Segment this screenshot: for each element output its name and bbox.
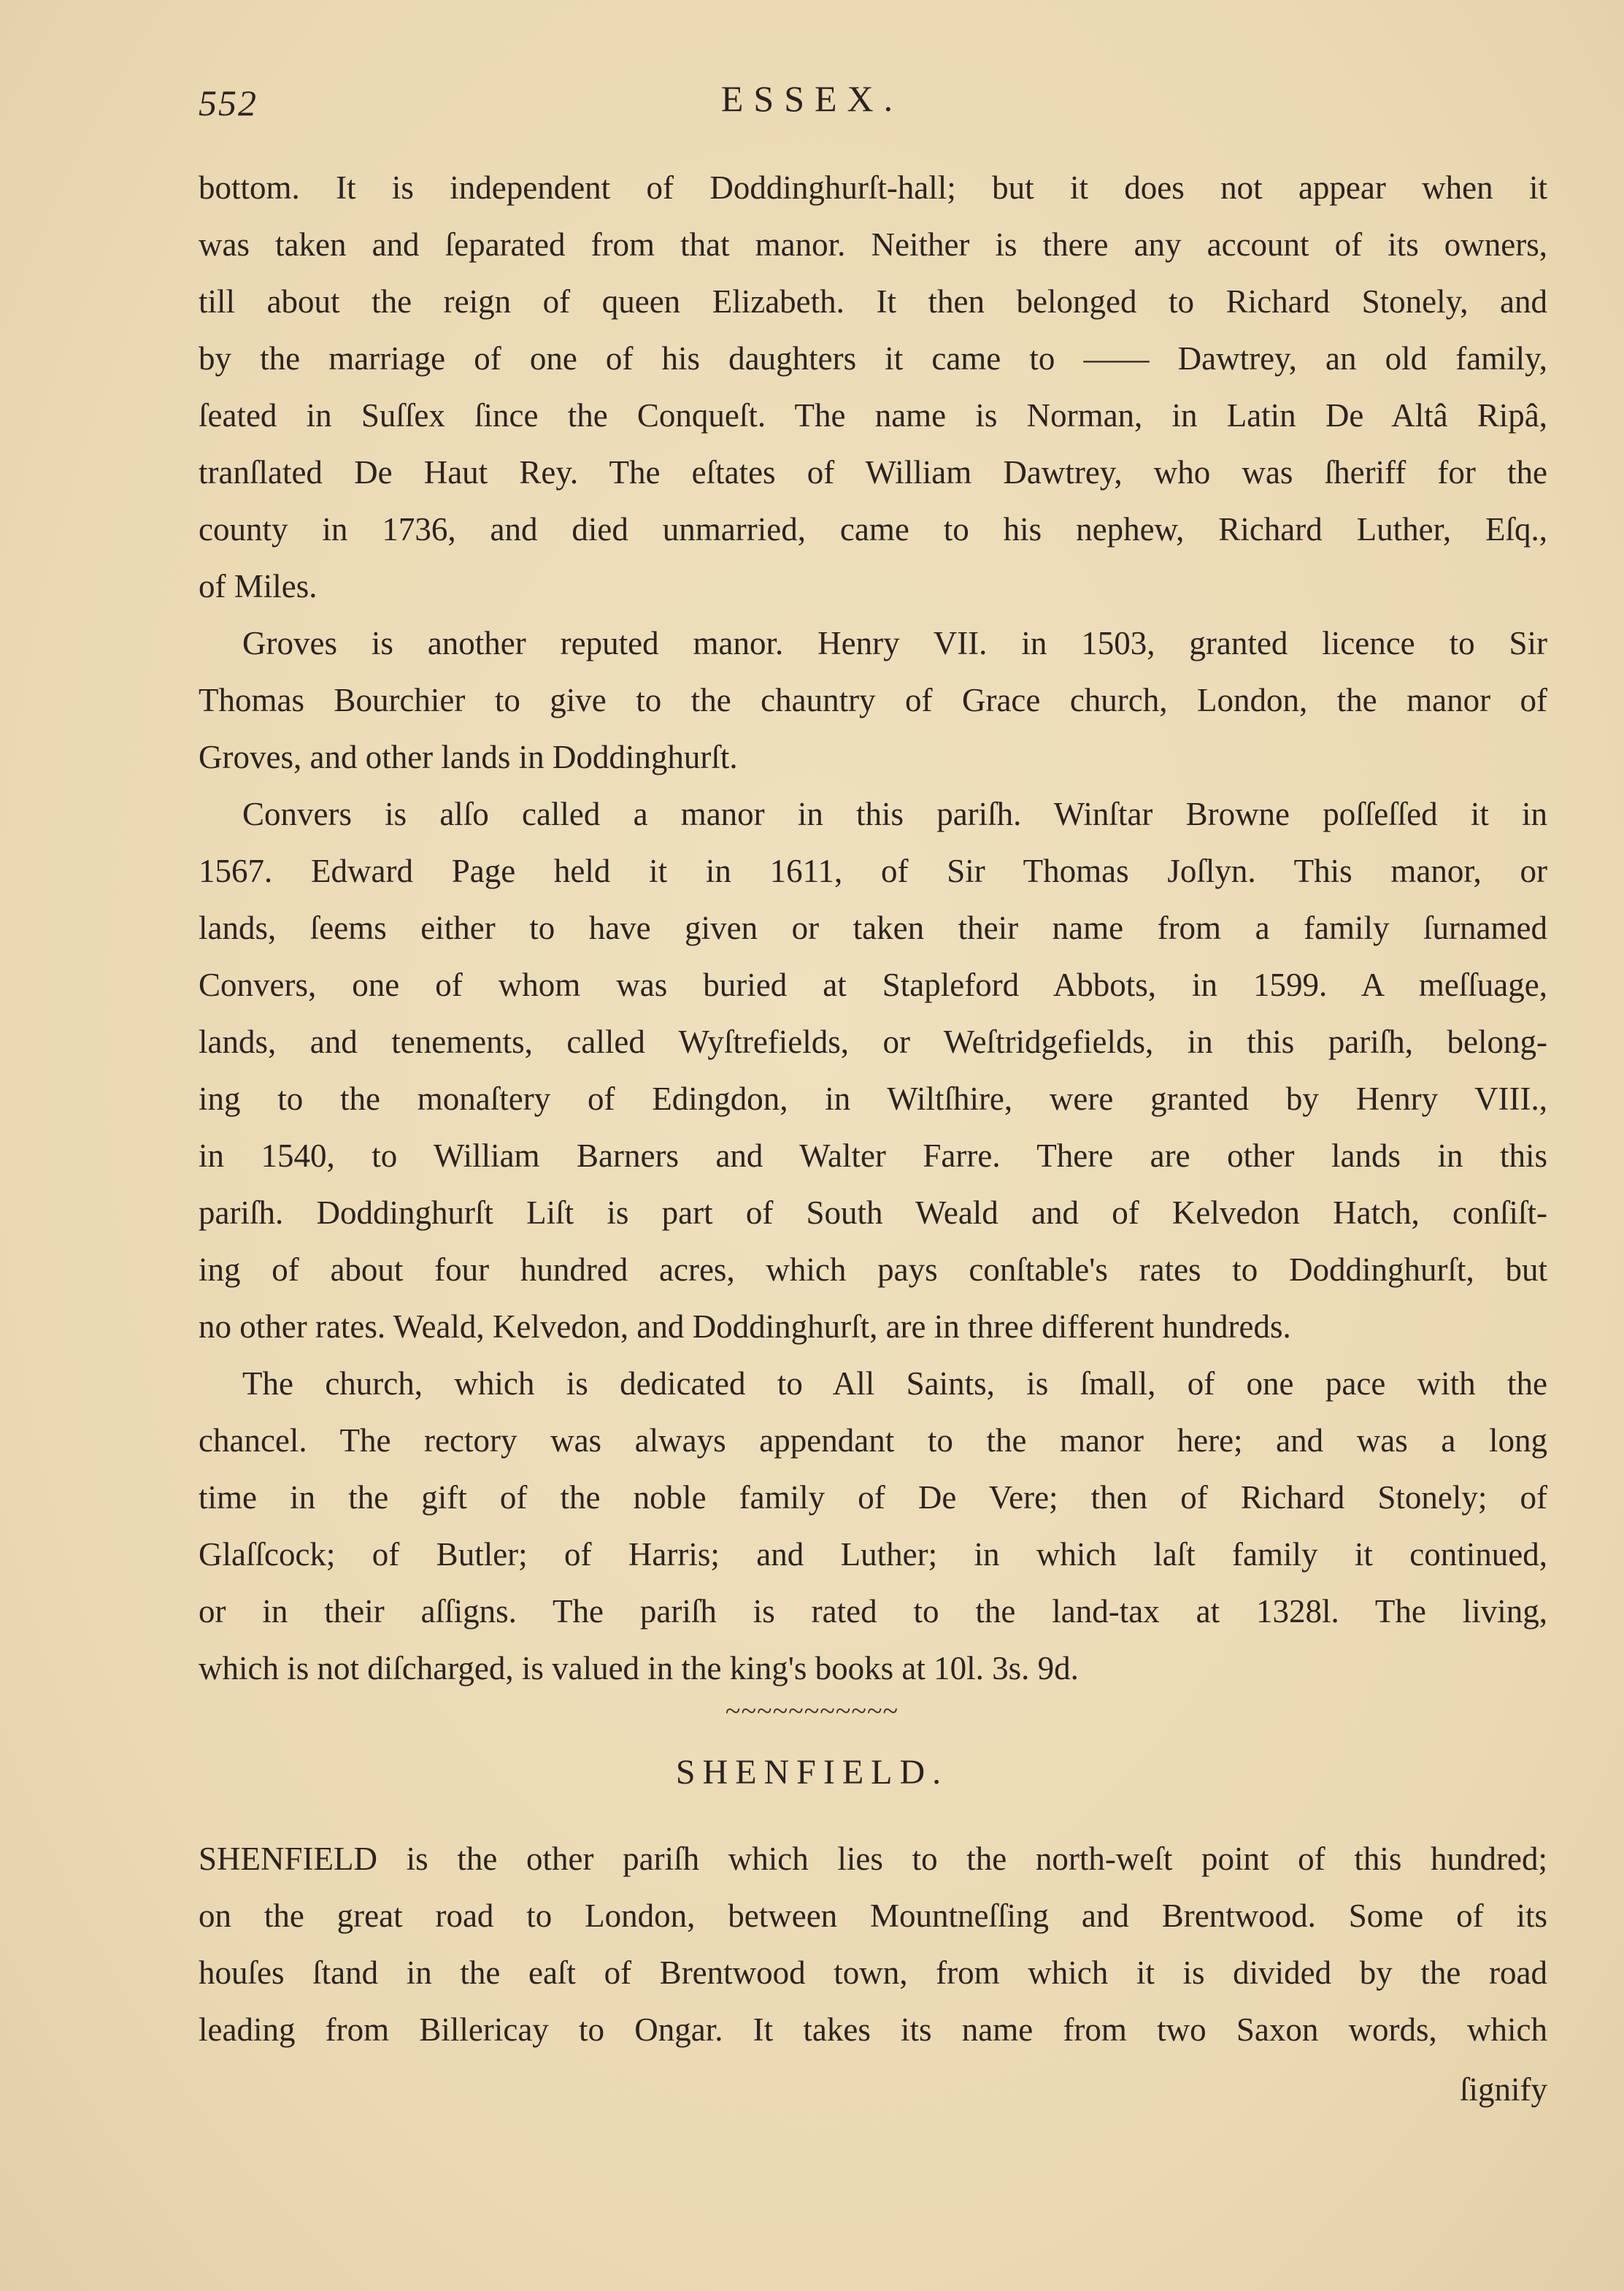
text-line: of Miles. <box>199 568 318 605</box>
page-number: 552 <box>199 82 258 123</box>
text-line: 1567. Edward Page held it in 1611, of Sir Thomas Joſlyn. This manor, or <box>199 853 1547 889</box>
text-line: ing to the monaſtery of Edingdon, in Wiltſhire, were granted by Henry VIII., <box>199 1081 1547 1117</box>
text-line: Convers is alſo called a manor in this pariſh. Winſtar Browne poſſeſſed it in <box>242 796 1547 832</box>
text-line: which is not diſcharged, is valued in the king's books at 10l. 3s. 9d. <box>199 1650 1079 1686</box>
section-divider-ornament: ~~~~~~~~~~~ <box>725 1696 899 1727</box>
text-line: or in their aſſigns. The pariſh is rated to the land-tax at 1328l. The living, <box>199 1593 1547 1630</box>
catchword: ſignify <box>1460 2071 1547 2108</box>
text-line: Glaſſcock; of Butler; of Harris; and Luther; in which laſt family it continued, <box>199 1536 1547 1573</box>
text-line: lands, ſeems either to have given or taken their name from a family ſurnamed <box>199 910 1547 946</box>
text-line: Groves is another reputed manor. Henry VII. in 1503, granted licence to Sir <box>242 625 1547 661</box>
text-line: Thomas Bourchier to give to the chauntry of Grace church, London, the manor of <box>199 682 1547 718</box>
text-line: by the marriage of one of his daughters it came to —— Dawtrey, an old family, <box>199 340 1547 377</box>
text-line: chancel. The rectory was always appendant to the manor here; and was a long <box>199 1422 1547 1459</box>
text-line: was taken and ſeparated from that manor. Neither is there any account of its owners, <box>199 226 1547 263</box>
text-line: time in the gift of the noble family of De Vere; then of Richard Stonely; of <box>199 1479 1547 1516</box>
text-line: houſes ſtand in the eaſt of Brentwood town, from which it is divided by the road <box>199 1954 1547 1991</box>
text-line: bottom. It is independent of Doddinghurſt-hall; but it does not appear when it <box>199 169 1547 206</box>
text-line: on the great road to London, between Mountneſſing and Brentwood. Some of its <box>199 1897 1547 1934</box>
text-line: pariſh. Doddinghurſt Liſt is part of South Weald and of Kelvedon Hatch, conſiſt- <box>199 1194 1547 1231</box>
text-line: The church, which is dedicated to All Saints, is ſmall, of one pace with the <box>242 1365 1547 1402</box>
main-text-block <box>199 159 1547 1697</box>
text-line: Convers, one of whom was buried at Stapleford Abbots, in 1599. A meſſuage, <box>199 967 1547 1003</box>
text-line: SHENFIELD is the other pariſh which lies to the north-weſt point of this hundred; <box>199 1841 1547 1877</box>
text-line: lands, and tenements, called Wyſtrefields, or Weſtridgefields, in this pariſh, belong- <box>199 1024 1547 1060</box>
text-line: Groves, and other lands in Doddinghurſt. <box>199 739 738 775</box>
text-line: county in 1736, and died unmarried, came to his nephew, Richard Luther, Eſq., <box>199 511 1547 548</box>
text-line: ſeated in Suſſex ſince the Conqueſt. The name is Norman, in Latin De Altâ Ripâ, <box>199 397 1547 434</box>
text-line: ing of about four hundred acres, which pays conſtable's rates to Doddinghurſt, but <box>199 1251 1547 1288</box>
text-line: leading from Billericay to Ongar. It takes its name from two Saxon words, which <box>199 2011 1547 2048</box>
section-heading: SHENFIELD. <box>675 1753 949 1792</box>
text-line: in 1540, to William Barners and Walter Farre. There are other lands in this <box>199 1137 1547 1174</box>
section-text-block <box>199 1830 1547 2057</box>
running-title: ESSEX. <box>720 78 904 119</box>
text-line: no other rates. Weald, Kelvedon, and Doddinghurſt, are in three different hundreds. <box>199 1308 1291 1345</box>
text-line: tranſlated De Haut Rey. The eſtates of William Dawtrey, who was ſheriff for the <box>199 454 1547 491</box>
text-line: till about the reign of queen Elizabeth. It then belonged to Richard Stonely, and <box>199 283 1547 320</box>
